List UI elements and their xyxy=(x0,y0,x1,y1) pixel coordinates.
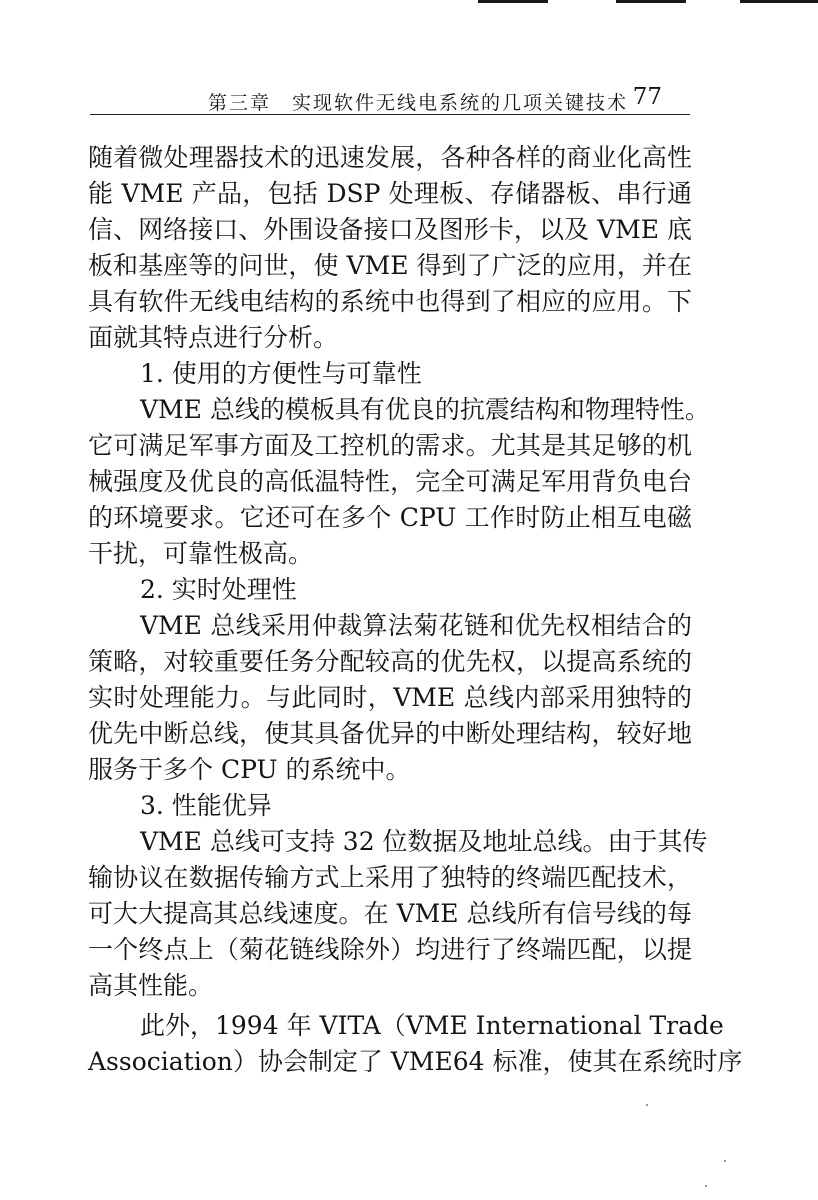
text-line: 面就其特点进行分析。 xyxy=(88,323,339,352)
text-line: 输协议在数据传输方式上采用了独特的终端匹配技术， xyxy=(88,863,692,892)
running-header xyxy=(90,84,690,115)
scan-speck xyxy=(724,1160,726,1162)
text-line: 板和基座等的问世，使 VME 得到了广泛的应用，并在 xyxy=(88,251,692,280)
text-line: 一个终点上（菊花链线除外）均进行了终端匹配，以提 xyxy=(88,935,692,964)
text-line: 随着微处理器技术的迅速发展，各种各样的商业化高性 xyxy=(88,143,692,172)
text-line: 的环境要求。它还可在多个 CPU 工作时防止相互电磁 xyxy=(88,503,692,532)
text-line: Association）协会制定了 VME64 标准，使其在系统时序 xyxy=(88,1047,743,1076)
subheading: 3. 性能优异 xyxy=(140,791,272,820)
text-line: 具有软件无线电结构的系统中也得到了相应的应用。下 xyxy=(88,287,692,316)
text-line: 高其性能。 xyxy=(88,971,214,1000)
subheading: 2. 实时处理性 xyxy=(140,575,297,604)
text-line: 此外，1994 年 VITA（VME International Trade xyxy=(140,1011,724,1040)
text-line: 实时处理能力。与此同时，VME 总线内部采用独特的 xyxy=(88,683,692,712)
text-line: 干扰，可靠性极高。 xyxy=(88,539,314,568)
scan-mark-top-1 xyxy=(478,0,548,3)
text-line: 服务于多个 CPU 的系统中。 xyxy=(88,755,411,784)
text-line: 优先中断总线，使其具备优异的中断处理结构，较好地 xyxy=(88,719,692,748)
scan-speck xyxy=(646,1104,648,1106)
subheading: 1. 使用的方便性与可靠性 xyxy=(140,359,422,388)
text-line: 械强度及优良的高低温特性，完全可满足军用背负电台 xyxy=(88,467,692,496)
scan-speck xyxy=(705,1185,707,1187)
text-line: 可大大提高其总线速度。在 VME 总线所有信号线的每 xyxy=(88,899,692,928)
text-line: 能 VME 产品，包括 DSP 处理板、存储器板、串行通 xyxy=(88,179,692,208)
text-line: VME 总线可支持 32 位数据及地址总线。由于其传 xyxy=(140,827,708,856)
text-line: 策略，对较重要任务分配较高的优先权，以提高系统的 xyxy=(88,647,692,676)
text-line: VME 总线的模板具有优良的抗震结构和物理特性。 xyxy=(140,395,710,424)
text-line: 信、网络接口、外围设备接口及图形卡，以及 VME 底 xyxy=(88,215,692,244)
running-head-title: 第三章 实现软件无线电系统的几项关键技术 xyxy=(208,92,629,114)
scan-mark-top-3 xyxy=(740,0,818,3)
text-line: 它可满足军事方面及工控机的需求。尤其是其足够的机 xyxy=(88,431,692,460)
scan-mark-top-2 xyxy=(616,0,686,3)
page-number: 77 xyxy=(632,84,662,110)
text-line: VME 总线采用仲裁算法菊花链和优先权相结合的 xyxy=(140,611,692,640)
